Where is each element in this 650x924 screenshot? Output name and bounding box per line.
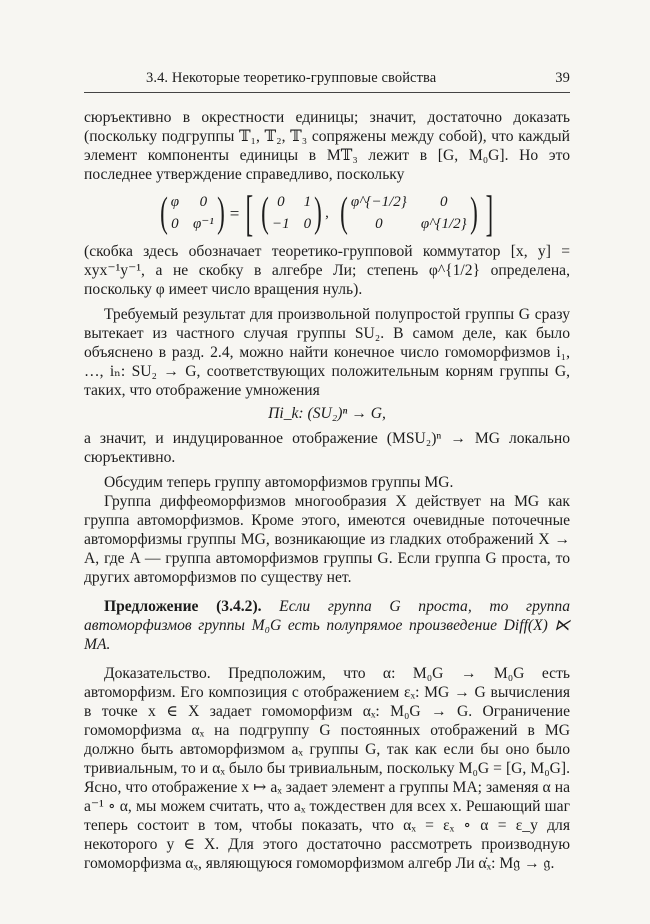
matrix-second: φ^{−1/2} 0 0 φ^{1/2} bbox=[350, 194, 467, 232]
matrix-equation: ( φ 0 0 φ⁻¹ ) = [ ( 0 1 −1 0 ) , ( φ^{−1/2} 0 0 φ^{1/2} ) ] bbox=[159, 185, 493, 241]
running-header bbox=[146, 70, 570, 87]
display-formula: Πi_k: (SU₂)ⁿ → G, bbox=[268, 405, 386, 422]
section-title: 3.4. Некоторые теоретико-групповые свойства bbox=[146, 70, 437, 86]
paragraph-diffeomorphisms: Группа диффеоморфизмов многообразия X действует на MG как группа автоморфизмов. Кроме этого, имеются очевидные поточечные автоморфизмы группы MG, возникающие из гладких отображений X → A, где A — группа автоморфизмов группы G. Если группа G проста, то других автоморфизмов по существу нет. bbox=[84, 493, 570, 586]
paragraph-surjective: а значит, и индуцированное отображение (MSU₂)ⁿ → MG локально сюръективно. bbox=[84, 430, 570, 466]
header-rule bbox=[84, 92, 570, 93]
proposition-text: Если группа G проста, то группа автоморфизмов группы M₀G есть полупрямое произведение Diff(X) ⋉ MA. bbox=[84, 598, 570, 653]
page-body bbox=[84, 108, 570, 873]
proposition bbox=[84, 597, 570, 654]
proof-paragraph: Доказательство. Предположим, что α: M₀G → M₀G есть автоморфизм. Его композиция с отображением εₓ: MG → G вычисления в точке x ∈ X задает гомоморфизм αₓ: M₀G → G. Ограничение гомоморфизма αₓ на подгруппу G постоянных отображений в MG должно быть автоморфизмом aₓ группы G, так как если бы оно было тривиальным, то и αₓ было бы тривиальным, поскольку M₀G = [G, M₀G]. Ясно, что отображение x ↦ aₓ задает элемент a группы MA; заменяя α на a⁻¹ ∘ α, мы можем считать, что aₓ тождествен для всех x. Решающий шаг теперь состоит в том, чтобы показать, что αₓ = εₓ ∘ α = ε_y для некоторого y ∈ X. Для этого достаточно рассмотреть производную гомоморфизма αₓ, являющуюся гомоморфизмом алгебр Ли α̇ₓ: M𝔤 → 𝔤. bbox=[84, 665, 570, 872]
paragraph-automorphisms-intro: Обсудим теперь группу автоморфизмов группы MG. bbox=[104, 474, 454, 491]
paragraph-semisimple: Требуемый результат для произвольной полупростой группы G сразу вытекает из частного случая группы SU₂. В самом деле, как было объяснено в разд. 2.4, можно найти конечное число гомоморфизмов i₁, …, iₙ: SU₂ → G, соответствующих положительным корням группы G, таких, что отображение умножения bbox=[84, 306, 570, 399]
paragraph-commutator-note: (скобка здесь обозначает теоретико-групповой коммутатор [x, y] = xyx⁻¹y⁻¹, а не скобку в алгебре Ли; степень φ^{1/2} определена, поскольку φ имеет число вращения нуль). bbox=[84, 243, 570, 298]
matrix-lhs: φ 0 0 φ⁻¹ bbox=[170, 194, 214, 232]
matrix-first: 0 1 −1 0 bbox=[272, 194, 312, 232]
paragraph-continuation: сюръективно в окрестности единицы; значит, достаточно доказать (поскольку подгруппы 𝕋₁, 𝕋₂, 𝕋₃ сопряжены между собой), что каждый элемент компоненты единицы в M𝕋₃ лежит в [G, M₀G]. Но это последнее утверждение справедливо, поскольку bbox=[84, 109, 570, 183]
page-number: 39 bbox=[555, 70, 570, 86]
proposition-label: Предложение (3.4.2). bbox=[104, 598, 262, 615]
